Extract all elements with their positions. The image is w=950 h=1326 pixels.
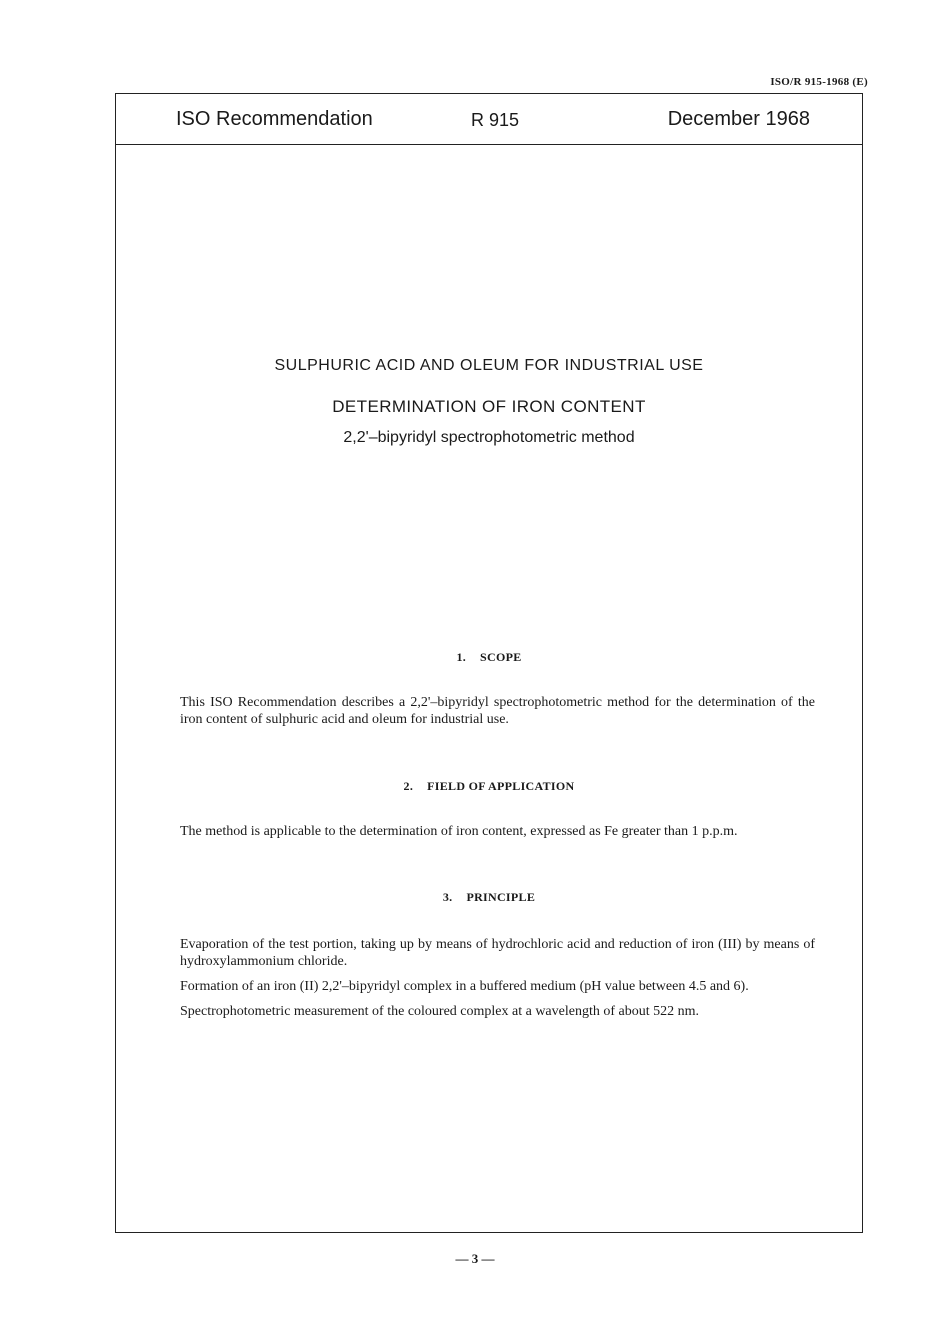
section-title: PRINCIPLE	[466, 890, 536, 904]
header-recommendation-number: R 915	[471, 110, 520, 130]
section-body-principle	[180, 936, 815, 1028]
section-body-scope	[180, 694, 815, 736]
section-title: FIELD OF APPLICATION	[427, 779, 575, 793]
title-block	[116, 357, 862, 447]
header-band	[116, 94, 862, 145]
section-number: 2.	[403, 779, 414, 793]
section-number: 1.	[456, 650, 467, 664]
section-body-field-of-application	[180, 823, 815, 848]
document-reference: ISO/R 915-1968 (E)	[770, 76, 868, 88]
method-name: 2,2'–bipyridyl spectrophotometric method	[343, 429, 635, 446]
section-number: 3.	[442, 890, 453, 904]
document-subtitle: DETERMINATION OF IRON CONTENT	[332, 397, 646, 416]
paragraph: Spectrophotometric measurement of the coloured complex at a wavelength of about 522 nm.	[180, 1004, 700, 1019]
page-number: — 3 —	[455, 1251, 495, 1266]
paragraph: This ISO Recommendation describes a 2,2'–bipyridyl spectrophotometric method for the determination of the iron content of sulphuric acid and oleum for industrial use.	[180, 695, 815, 727]
section-title: SCOPE	[480, 650, 522, 664]
paragraph: The method is applicable to the determination of iron content, expressed as Fe greater than 1 p.p.m.	[180, 824, 738, 839]
page-frame	[115, 93, 863, 1233]
section-heading-field-of-application	[116, 779, 862, 794]
header-recommendation-label: ISO Recommendation	[176, 108, 373, 130]
paragraph: Evaporation of the test portion, taking up by means of hydrochloric acid and reduction of iron (III) by means of hydroxylammonium chloride.	[180, 937, 815, 969]
section-heading-principle	[116, 890, 862, 905]
document-title: SULPHURIC ACID AND OLEUM FOR INDUSTRIAL USE	[274, 357, 704, 374]
section-heading-scope	[116, 650, 862, 665]
header-date: December 1968	[667, 108, 810, 130]
paragraph: Formation of an iron (II) 2,2'–bipyridyl complex in a buffered medium (pH value between 4.5 and 6).	[180, 979, 749, 994]
